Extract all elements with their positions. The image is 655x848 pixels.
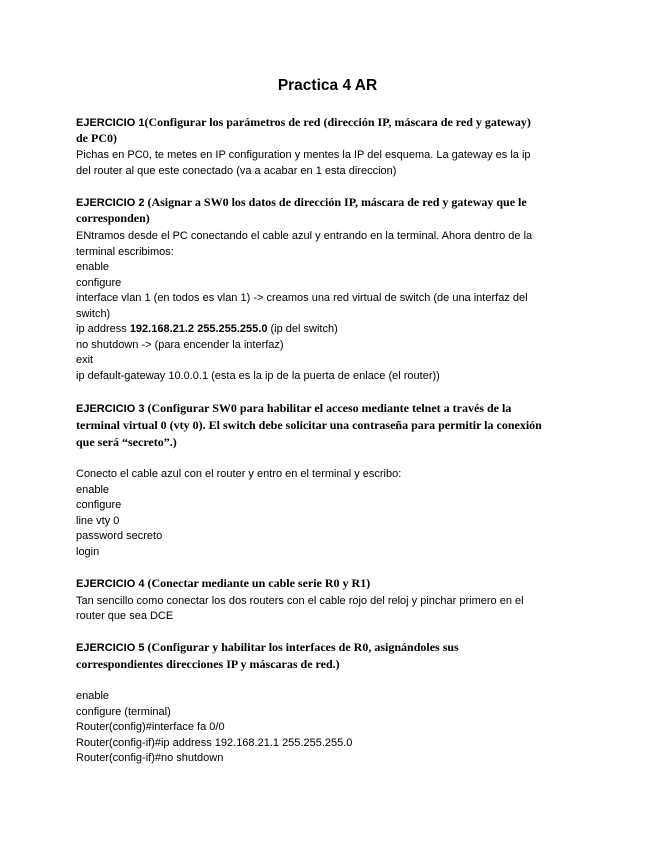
ej2-body-line: no shutdown -> (para encender la interfaz): [76, 339, 284, 351]
ej4-body-line: router que sea DCE: [76, 610, 174, 622]
ej5-body-line: Router(config-if)#no shutdown: [76, 752, 224, 764]
document-title: Practica 4 AR: [277, 77, 378, 94]
ej2-heading-text: (Asignar a SW0 los datos de dirección IP, máscara de red y gateway que le: [144, 195, 527, 209]
ej3-body-line: login: [76, 546, 100, 558]
ej3-body-line: Conecto el cable azul con el router y entro en el terminal y escribo:: [76, 468, 402, 480]
ej2-body-line: configure: [76, 277, 122, 289]
ej1-heading-text: (Configurar los parámetros de red (dirección IP, máscara de red y gateway): [144, 115, 531, 129]
ej5-heading: [76, 640, 459, 656]
ej3-body-line: line vty 0: [76, 515, 120, 527]
ej2-label: EJERCICIO 2: [76, 197, 145, 209]
ej5-heading-text: (Configurar y habilitar los interfaces de R0, asignándoles sus: [144, 640, 459, 654]
ej2-ip-suffix: (ip del switch): [267, 323, 338, 335]
ej5-body-line: Router(config)#interface fa 0/0: [76, 721, 225, 733]
ej2-body-line: enable: [76, 261, 110, 273]
ej4-heading-text: (Conectar mediante un cable serie R0 y R1): [144, 576, 371, 590]
ej5-body-line: Router(config-if)#ip address 192.168.21.1 255.255.255.0: [76, 737, 353, 749]
ej4-body-line: Tan sencillo como conectar los dos routers con el cable rojo del reloj y pinchar primero en el: [76, 595, 524, 607]
ej3-heading: [76, 401, 511, 417]
ej4-heading: [76, 576, 370, 592]
ej1-heading: [76, 115, 531, 131]
ej3-heading-cont: que será “secreto”.): [76, 435, 177, 449]
ej5-label: EJERCICIO 5: [76, 642, 145, 654]
ej5-body-line: enable: [76, 690, 110, 702]
ej2-ip-value: 192.168.21.2 255.255.255.0: [129, 323, 268, 335]
ej3-body-line: password secreto: [76, 530, 163, 542]
ej5-heading-cont: correspondientes direcciones IP y máscaras de red.): [76, 657, 340, 671]
ej3-body-line: enable: [76, 484, 110, 496]
ej1-body-line: Pichas en PC0, te metes en IP configuration y mentes la IP del esquema. La gateway es la ip: [76, 149, 531, 161]
ej4-label: EJERCICIO 4: [76, 578, 145, 590]
ej1-label: EJERCICIO 1: [76, 117, 145, 129]
ej2-body-line: ip default-gateway 10.0.0.1 (esta es la ip de la puerta de enlace (el router)): [76, 370, 440, 382]
ej2-ip-prefix: ip address: [76, 323, 130, 335]
ej2-body-line: terminal escribimos:: [76, 246, 174, 258]
ej2-body-line: switch): [76, 308, 111, 320]
ej2-body-line: ENtramos desde el PC conectando el cable azul y entrando en la terminal. Ahora dentro de la: [76, 230, 533, 242]
ej3-heading-text: (Configurar SW0 para habilitar el acceso mediante telnet a través de la: [144, 401, 512, 415]
ej2-heading: [76, 195, 527, 211]
ej3-label: EJERCICIO 3: [76, 403, 145, 415]
ej5-body-line: configure (terminal): [76, 706, 171, 718]
ej2-ip-address-line: [76, 322, 338, 336]
ej2-body-line: interface vlan 1 (en todos es vlan 1) -> creamos una red virtual de switch (de una interfaz del: [76, 292, 528, 304]
ej3-heading-cont: terminal virtual 0 (vty 0). El switch debe solicitar una contraseña para permitir la conexión: [76, 418, 542, 432]
ej1-body-line: del router al que este conectado (va a acabar en 1 esta direccion): [76, 165, 397, 177]
ej3-body-line: configure: [76, 499, 122, 511]
ej1-heading-cont: de PC0): [76, 131, 117, 145]
ej2-body-line: exit: [76, 354, 94, 366]
ej2-heading-cont: corresponden): [76, 211, 150, 225]
